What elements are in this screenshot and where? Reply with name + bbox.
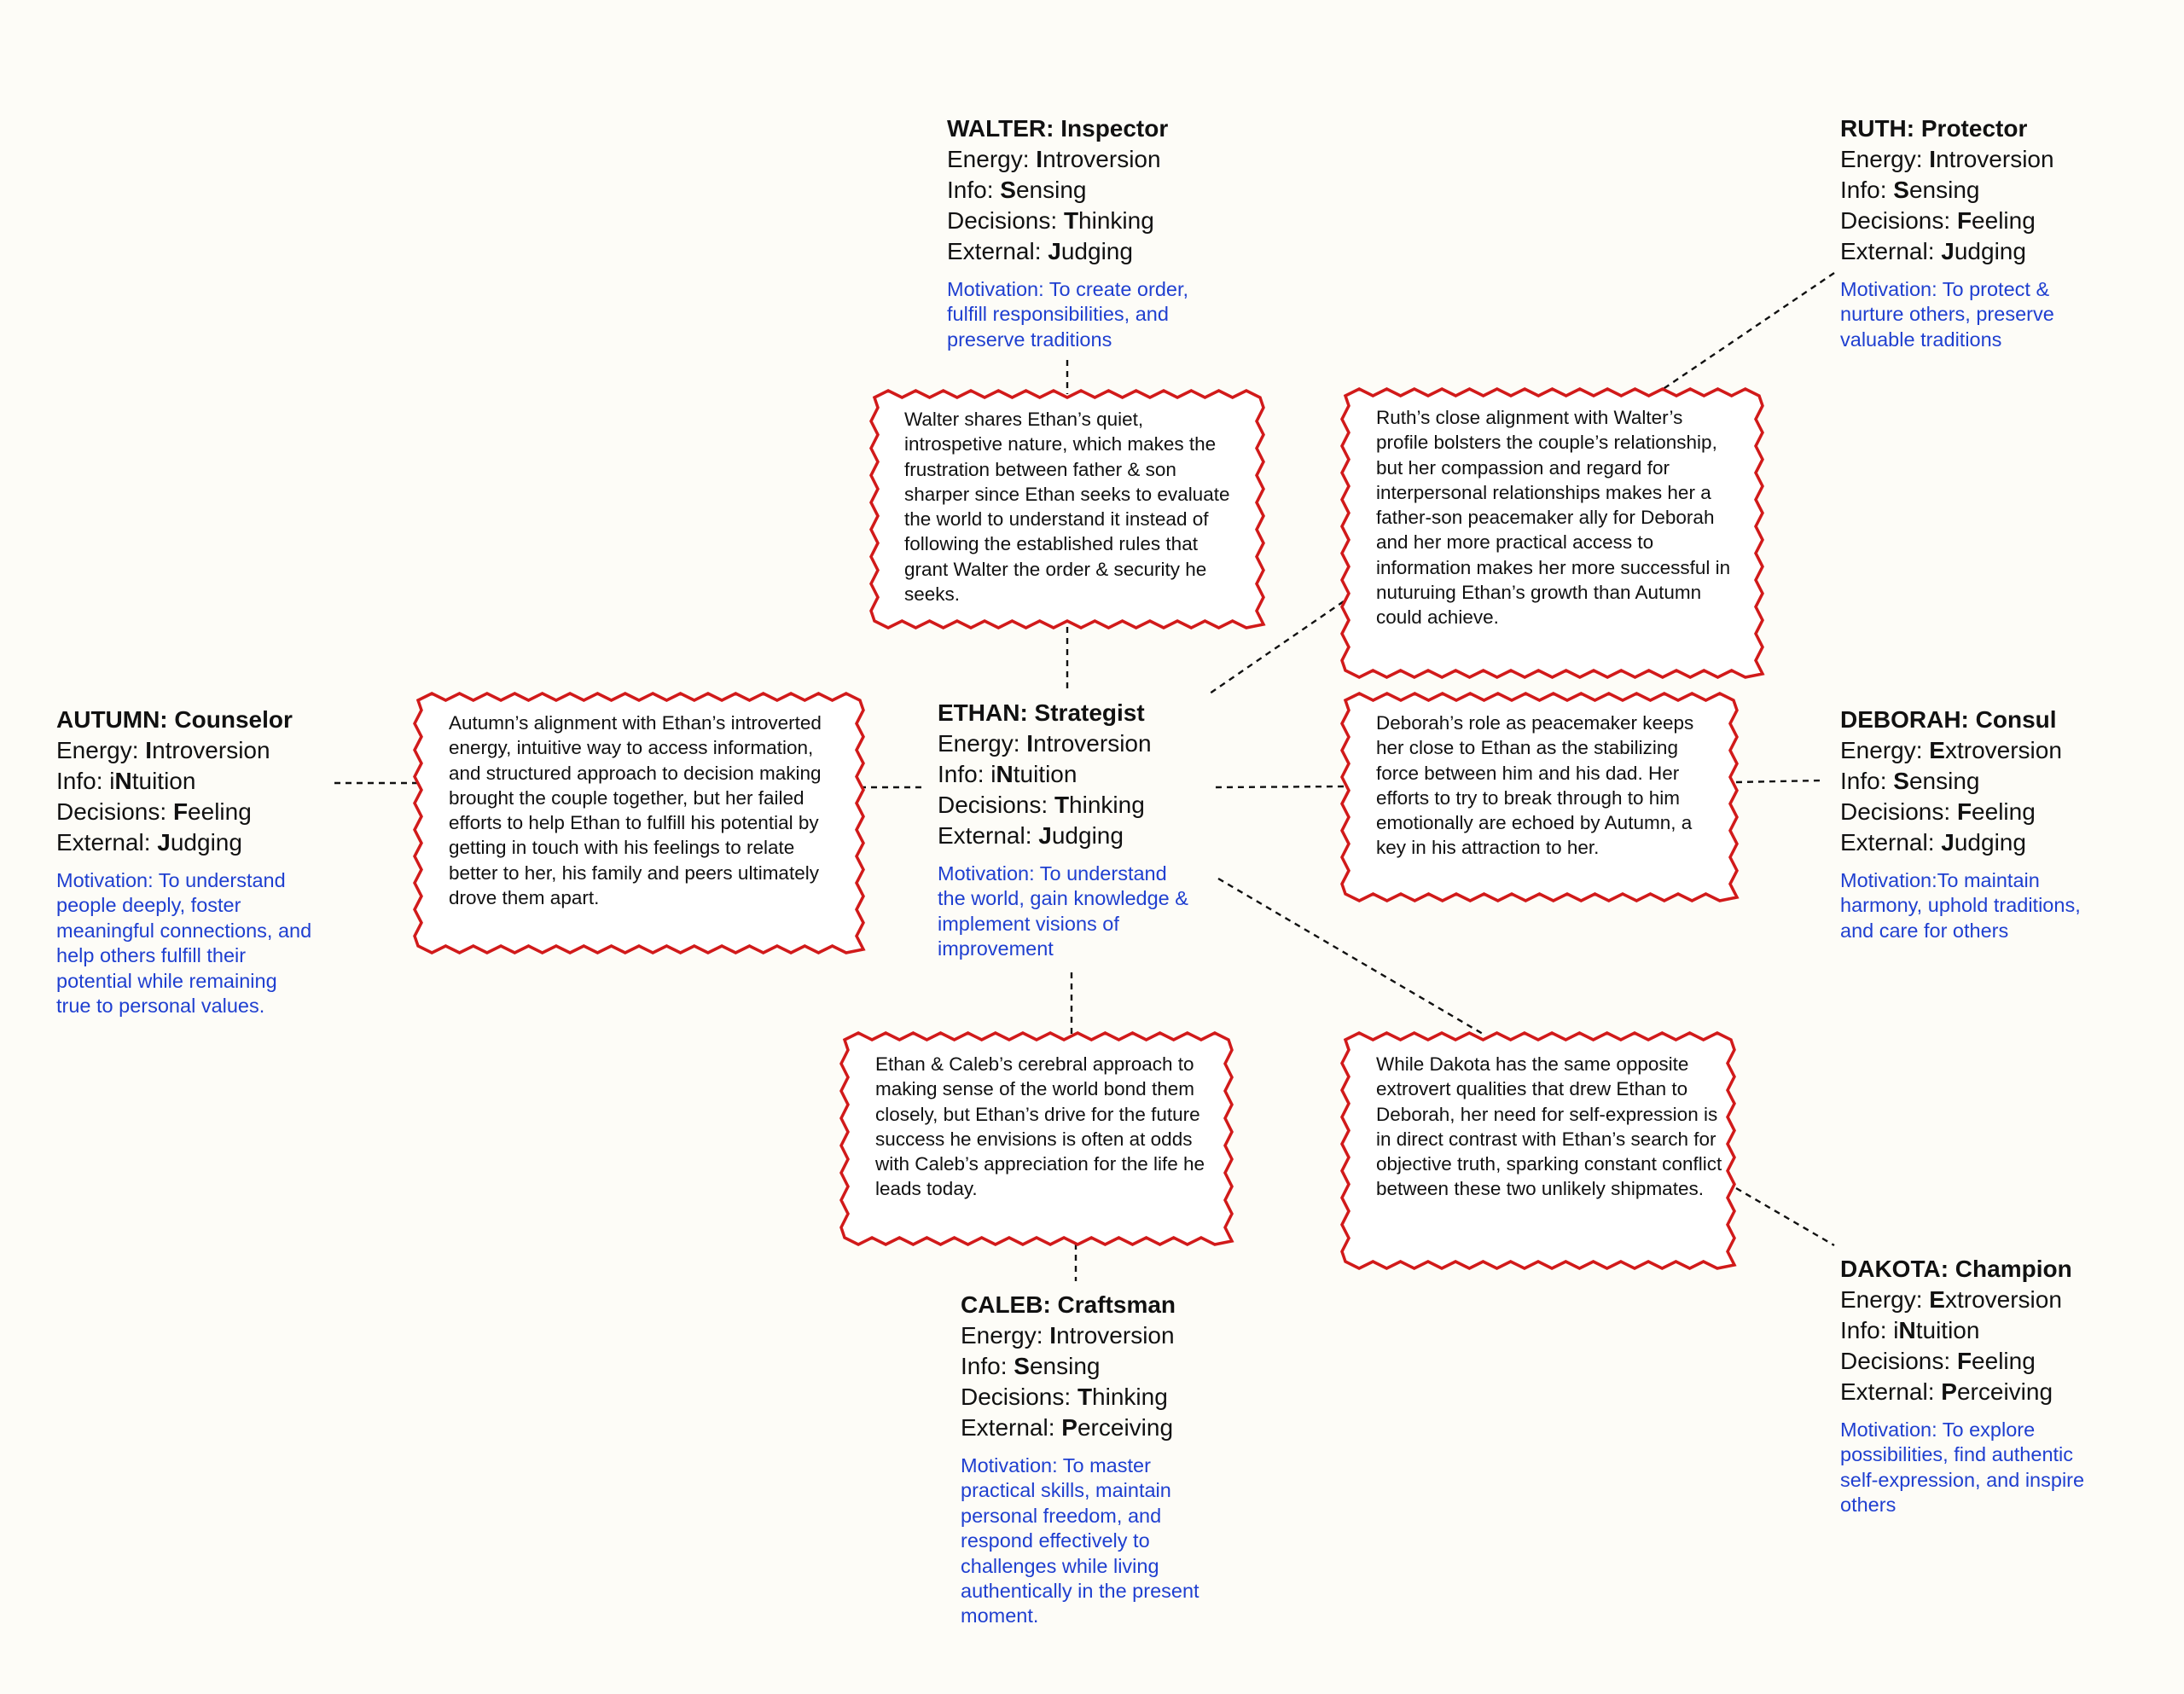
ethan-external-label: External: — [938, 822, 1039, 849]
caleb-info-rest: ensing — [1029, 1353, 1101, 1379]
dakota-external — [1840, 1377, 2113, 1407]
ruth-decisions-letter: F — [1956, 207, 1972, 234]
walter-decisions-rest: hinking — [1078, 207, 1154, 234]
deborah-profile — [1840, 705, 2113, 943]
autumn-decisions-rest: eeling — [188, 798, 252, 825]
ethan-decisions — [938, 790, 1211, 821]
deborahbox-to-deborah-connector — [1736, 780, 1823, 782]
ethan-profile — [938, 698, 1211, 962]
ethan-to-deborahbox-connector — [1216, 786, 1344, 787]
walter-energy-label: Energy: — [947, 146, 1037, 172]
deborah-decisions-rest: eeling — [1972, 798, 2036, 825]
autumn-energy-label: Energy: — [56, 737, 146, 763]
deborah-decisions-label: Decisions: — [1840, 798, 1957, 825]
deborah-energy-letter: E — [1929, 737, 1945, 763]
deborah-info-rest: ensing — [1908, 768, 1980, 794]
ethan-energy-letter: I — [1026, 730, 1034, 757]
deborah-decisions-letter: F — [1956, 798, 1972, 825]
dakota-relationship-note: While Dakota has the same opposite extrovert qualities that drew Ethan to Deborah, her need for self-expression is in direct contrast with Ethan’s search for objective truth, sparking constant conflict between these two unlikely shipmates. — [1376, 1053, 1722, 1200]
autumn-name: AUTUMN: Counselor — [56, 706, 293, 733]
caleb-external-rest: erceiving — [1077, 1414, 1174, 1441]
ruth-info — [1840, 175, 2113, 206]
autumn-decisions-letter: F — [172, 798, 189, 825]
dakota-energy — [1840, 1285, 2113, 1315]
ruth-motivation: Motivation: To protect & nurture others, preserve valuable traditions — [1840, 278, 2054, 351]
ethan-info-label: Info: i — [938, 761, 996, 787]
dakota-motivation: Motivation: To explore possibilities, find authentic self-expression, and inspire others — [1840, 1418, 2085, 1517]
deborah-external-rest: udging — [1954, 829, 2026, 856]
caleb-info-label: Info: — [961, 1353, 1014, 1379]
caleb-energy-letter: I — [1049, 1322, 1057, 1349]
walter-external — [947, 236, 1220, 267]
dakota-decisions — [1840, 1346, 2113, 1377]
deborah-relationship-note: Deborah’s role as peacemaker keeps her close to Ethan as the stabilizing force between him and his dad. Her efforts to try to break through to him emotionally are echoed by Autumn, a key in his attraction to her. — [1376, 712, 1694, 859]
dakota-decisions-rest: eeling — [1972, 1348, 2036, 1374]
caleb-decisions — [961, 1382, 1234, 1413]
walter-energy-letter: I — [1036, 146, 1043, 172]
walter-info-label: Info: — [947, 177, 1001, 203]
caleb-relationship-note: Ethan & Caleb’s cerebral approach to making sense of the world bond them closely, but Ethan’s drive for the future success he envisions is often at odds with Caleb’s appreciation for the life he leads today. — [875, 1053, 1205, 1200]
ruth-to-box-connector — [1662, 273, 1834, 390]
deborah-name: DEBORAH: Consul — [1840, 706, 2057, 733]
dakota-decisions-letter: F — [1956, 1348, 1972, 1374]
ruth-external-rest: udging — [1954, 238, 2026, 264]
autumn-info-rest: tuition — [131, 768, 196, 794]
ruth-info-rest: ensing — [1908, 177, 1980, 203]
autumn-external-rest: udging — [170, 829, 242, 856]
ruth-info-label: Info: — [1840, 177, 1894, 203]
caleb-info-letter: S — [1014, 1353, 1030, 1379]
ruth-decisions-rest: eeling — [1972, 207, 2036, 234]
deborah-energy-label: Energy: — [1840, 737, 1930, 763]
ethan-energy-label: Energy: — [938, 730, 1027, 757]
deborah-external-letter: J — [1941, 829, 1955, 856]
deborah-external-label: External: — [1840, 829, 1942, 856]
autumn-info-label: Info: i — [56, 768, 115, 794]
ethan-energy-rest: ntroversion — [1033, 730, 1152, 757]
autumn-energy-rest: ntroversion — [152, 737, 270, 763]
autumn-energy-letter: I — [145, 737, 153, 763]
ruth-energy-label: Energy: — [1840, 146, 1930, 172]
ethan-external-letter: J — [1038, 822, 1052, 849]
autumn-info-letter: N — [114, 768, 132, 794]
dakota-info-label: Info: i — [1840, 1317, 1899, 1343]
caleb-info — [961, 1351, 1234, 1382]
dakota-info — [1840, 1315, 2113, 1346]
deborah-info-label: Info: — [1840, 768, 1894, 794]
caleb-external — [961, 1413, 1234, 1443]
walter-name: WALTER: Inspector — [947, 115, 1169, 142]
dakotabox-to-dakota-connector — [1736, 1188, 1834, 1245]
deborah-energy — [1840, 735, 2113, 766]
autumn-relationship-note: Autumn’s alignment with Ethan’s introverted energy, intuitive way to access information, and structured approach to decision making brought the couple together, but her failed efforts to help Ethan to fulfill his potential by getting in touch with his feelings to relate better to her, his family and peers ultimately drove them apart. — [449, 712, 822, 909]
ruth-external-letter: J — [1941, 238, 1955, 264]
walter-info-letter: S — [1000, 177, 1016, 203]
walter-motivation: Motivation: To create order, fulfill responsibilities, and preserve traditions — [947, 278, 1189, 351]
walter-external-label: External: — [947, 238, 1048, 264]
walter-energy-rest: ntroversion — [1043, 146, 1161, 172]
ruth-external-label: External: — [1840, 238, 1942, 264]
ethan-motivation: Motivation: To understand the world, gain knowledge & implement visions of improvement — [938, 862, 1188, 960]
autumn-external — [56, 827, 329, 858]
ethan-name: ETHAN: Strategist — [938, 699, 1145, 726]
deborah-info — [1840, 766, 2113, 797]
caleb-decisions-rest: hinking — [1092, 1384, 1168, 1410]
caleb-external-label: External: — [961, 1414, 1062, 1441]
ruth-info-letter: S — [1893, 177, 1909, 203]
dakota-decisions-label: Decisions: — [1840, 1348, 1957, 1374]
ruth-profile — [1840, 113, 2113, 352]
ethan-decisions-rest: hinking — [1069, 792, 1145, 818]
walter-external-rest: udging — [1060, 238, 1133, 264]
ruth-energy-rest: ntroversion — [1936, 146, 2054, 172]
deborah-motivation: Motivation:To maintain harmony, uphold traditions, and care for others — [1840, 869, 2081, 942]
autumn-decisions — [56, 797, 329, 827]
autumn-external-letter: J — [157, 829, 171, 856]
deborah-info-letter: S — [1893, 768, 1909, 794]
ruth-energy-letter: I — [1929, 146, 1937, 172]
caleb-motivation: Motivation: To master practical skills, maintain personal freedom, and respond effectively to challenges while living authentically in the present moment. — [961, 1454, 1199, 1627]
walter-info — [947, 175, 1220, 206]
ruth-external — [1840, 236, 2113, 267]
deborah-external — [1840, 827, 2113, 858]
ethan-info — [938, 759, 1211, 790]
autumn-info — [56, 766, 329, 797]
caleb-external-letter: P — [1061, 1414, 1077, 1441]
dakota-profile — [1840, 1254, 2113, 1518]
ethan-decisions-letter: T — [1054, 792, 1070, 818]
ruth-energy — [1840, 144, 2113, 175]
ethan-info-letter: N — [996, 761, 1014, 787]
ruth-relationship-note: Ruth’s close alignment with Walter’s profile bolsters the couple’s relationship, but her compassion and regard for interpersonal relationships makes her a father-son peacemaker ally for Deborah and her more practical access to information makes her more successful in nuturuing Ethan’s growth than Autumn could achieve. — [1376, 407, 1731, 629]
dakota-energy-rest: xtroversion — [1944, 1286, 2062, 1313]
deborah-decisions — [1840, 797, 2113, 827]
dakota-info-letter: N — [1898, 1317, 1916, 1343]
ruth-name: RUTH: Protector — [1840, 115, 2028, 142]
dakota-external-letter: P — [1941, 1378, 1957, 1405]
walter-decisions-letter: T — [1063, 207, 1079, 234]
ethan-external — [938, 821, 1211, 851]
caleb-energy-label: Energy: — [961, 1322, 1050, 1349]
walter-relationship-note: Walter shares Ethan’s quiet, introspetive nature, which makes the frustration between father & son sharper since Ethan seeks to evaluate the world to understand it instead of following the established rules that grant Walter the order & security he seeks. — [904, 409, 1230, 606]
caleb-energy — [961, 1320, 1234, 1351]
caleb-decisions-label: Decisions: — [961, 1384, 1077, 1410]
ruth-decisions-label: Decisions: — [1840, 207, 1957, 234]
walter-external-letter: J — [1048, 238, 1061, 264]
caleb-energy-rest: ntroversion — [1056, 1322, 1175, 1349]
walter-info-rest: ensing — [1015, 177, 1087, 203]
autumn-decisions-label: Decisions: — [56, 798, 173, 825]
dakota-energy-letter: E — [1929, 1286, 1945, 1313]
walter-energy — [947, 144, 1220, 175]
autumn-external-label: External: — [56, 829, 158, 856]
ethan-info-rest: tuition — [1013, 761, 1077, 787]
walter-profile — [947, 113, 1220, 352]
deborah-energy-rest: xtroversion — [1944, 737, 2062, 763]
ruth-decisions — [1840, 206, 2113, 236]
caleb-name: CALEB: Craftsman — [961, 1291, 1176, 1318]
ethan-external-rest: udging — [1051, 822, 1124, 849]
dakota-name: DAKOTA: Champion — [1840, 1256, 2072, 1282]
autumn-energy — [56, 735, 329, 766]
walter-decisions-label: Decisions: — [947, 207, 1064, 234]
dakota-info-rest: tuition — [1915, 1317, 1980, 1343]
dakota-external-rest: erceiving — [1956, 1378, 2053, 1405]
autumn-profile — [56, 705, 329, 1018]
autumn-motivation: Motivation: To understand people deeply, foster meaningful connections, and help others fulfill their potential while remaining true to personal values. — [56, 869, 312, 1018]
dakota-external-label: External: — [1840, 1378, 1942, 1405]
caleb-profile — [961, 1290, 1234, 1629]
walter-decisions — [947, 206, 1220, 236]
caleb-decisions-letter: T — [1077, 1384, 1093, 1410]
dakota-energy-label: Energy: — [1840, 1286, 1930, 1313]
ethan-decisions-label: Decisions: — [938, 792, 1054, 818]
ethan-energy — [938, 728, 1211, 759]
